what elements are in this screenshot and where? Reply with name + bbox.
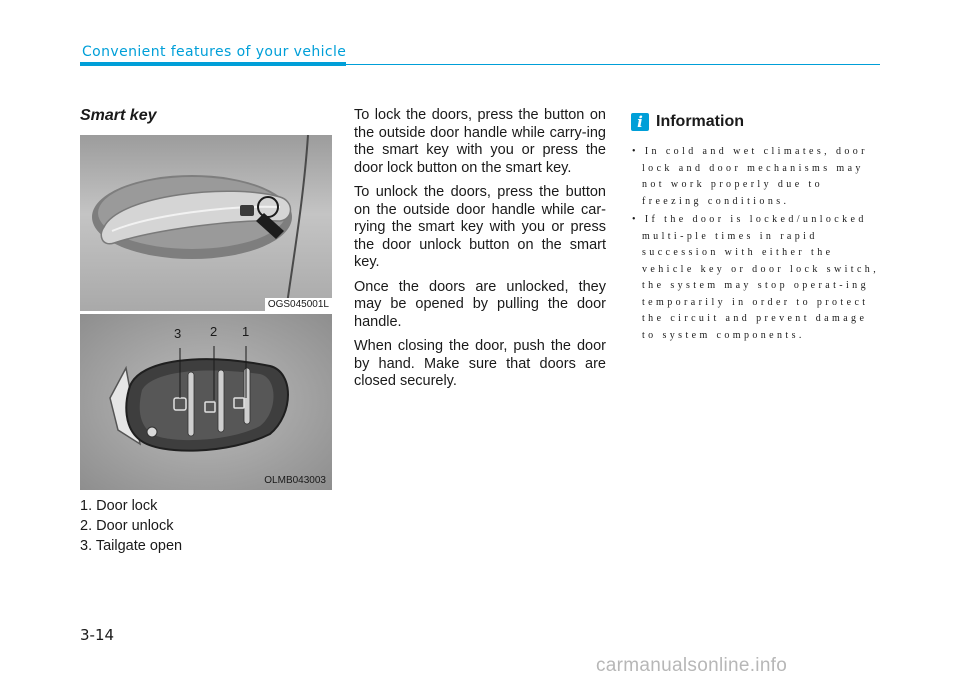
info-title: Information xyxy=(656,113,744,130)
key-button-list xyxy=(80,496,182,556)
info-icon: i xyxy=(631,113,649,131)
callout-3: 3 xyxy=(174,326,182,341)
watermark: carmanualsonline.info xyxy=(596,655,788,676)
figure-smart-key xyxy=(80,314,332,490)
list-item: 2. Door unlock xyxy=(80,518,174,534)
list-item: 1. Door lock xyxy=(80,498,158,514)
figure-door-handle xyxy=(80,135,332,311)
body-text-column xyxy=(354,107,606,398)
section-title: Smart key xyxy=(80,107,157,124)
list-item: 3. Tailgate open xyxy=(80,538,183,554)
info-list xyxy=(632,144,882,346)
header-rule-thick xyxy=(80,62,346,66)
info-item-text: If the door is locked/unlocked multi-ple times in rapid succession with either the vehicle key or door lock switch, the system may stop operat-ing temporarily in order to protect the circuit and prevent damage to system components. xyxy=(642,214,880,341)
header-title: Convenient features of your vehicle xyxy=(82,44,347,60)
info-item-text: In cold and wet climates, door lock and door mechanisms may not work properly due to freezing conditions. xyxy=(642,146,868,207)
info-item: • If the door is locked/unlocked multi-ple times in rapid succession with either the vehicle key or door lock switch, the system may stop operat-ing temporarily in order to protect the circuit and prevent damage to system components. xyxy=(632,214,880,341)
callout-1: 1 xyxy=(242,324,250,339)
paragraph-open: Once the doors are unlocked, they may be opened by pulling the door handle. xyxy=(354,278,606,330)
page-number: 3-14 xyxy=(80,626,115,644)
callout-2: 2 xyxy=(210,324,218,339)
paragraph-lock: To lock the doors, press the button on the outside door handle while carry-ing the smart key with you or press the door lock button on the smart key. xyxy=(354,107,606,176)
smart-key-illustration xyxy=(80,314,332,490)
door-handle-illustration xyxy=(80,135,332,311)
paragraph-unlock: To unlock the doors, press the button on the outside door handle while car-rying the smart key with you or press the door unlock button on the smart key. xyxy=(354,184,606,270)
header-rule-thin xyxy=(346,64,880,65)
figure-code: OLMB043003 xyxy=(264,475,326,486)
info-item: • In cold and wet climates, door lock and door mechanisms may not work properly due to freezing conditions. xyxy=(632,146,868,207)
paragraph-close: When closing the door, push the door by hand. Make sure that doors are closed securely. xyxy=(354,338,606,389)
figure-code: OGS045001L xyxy=(265,298,332,311)
